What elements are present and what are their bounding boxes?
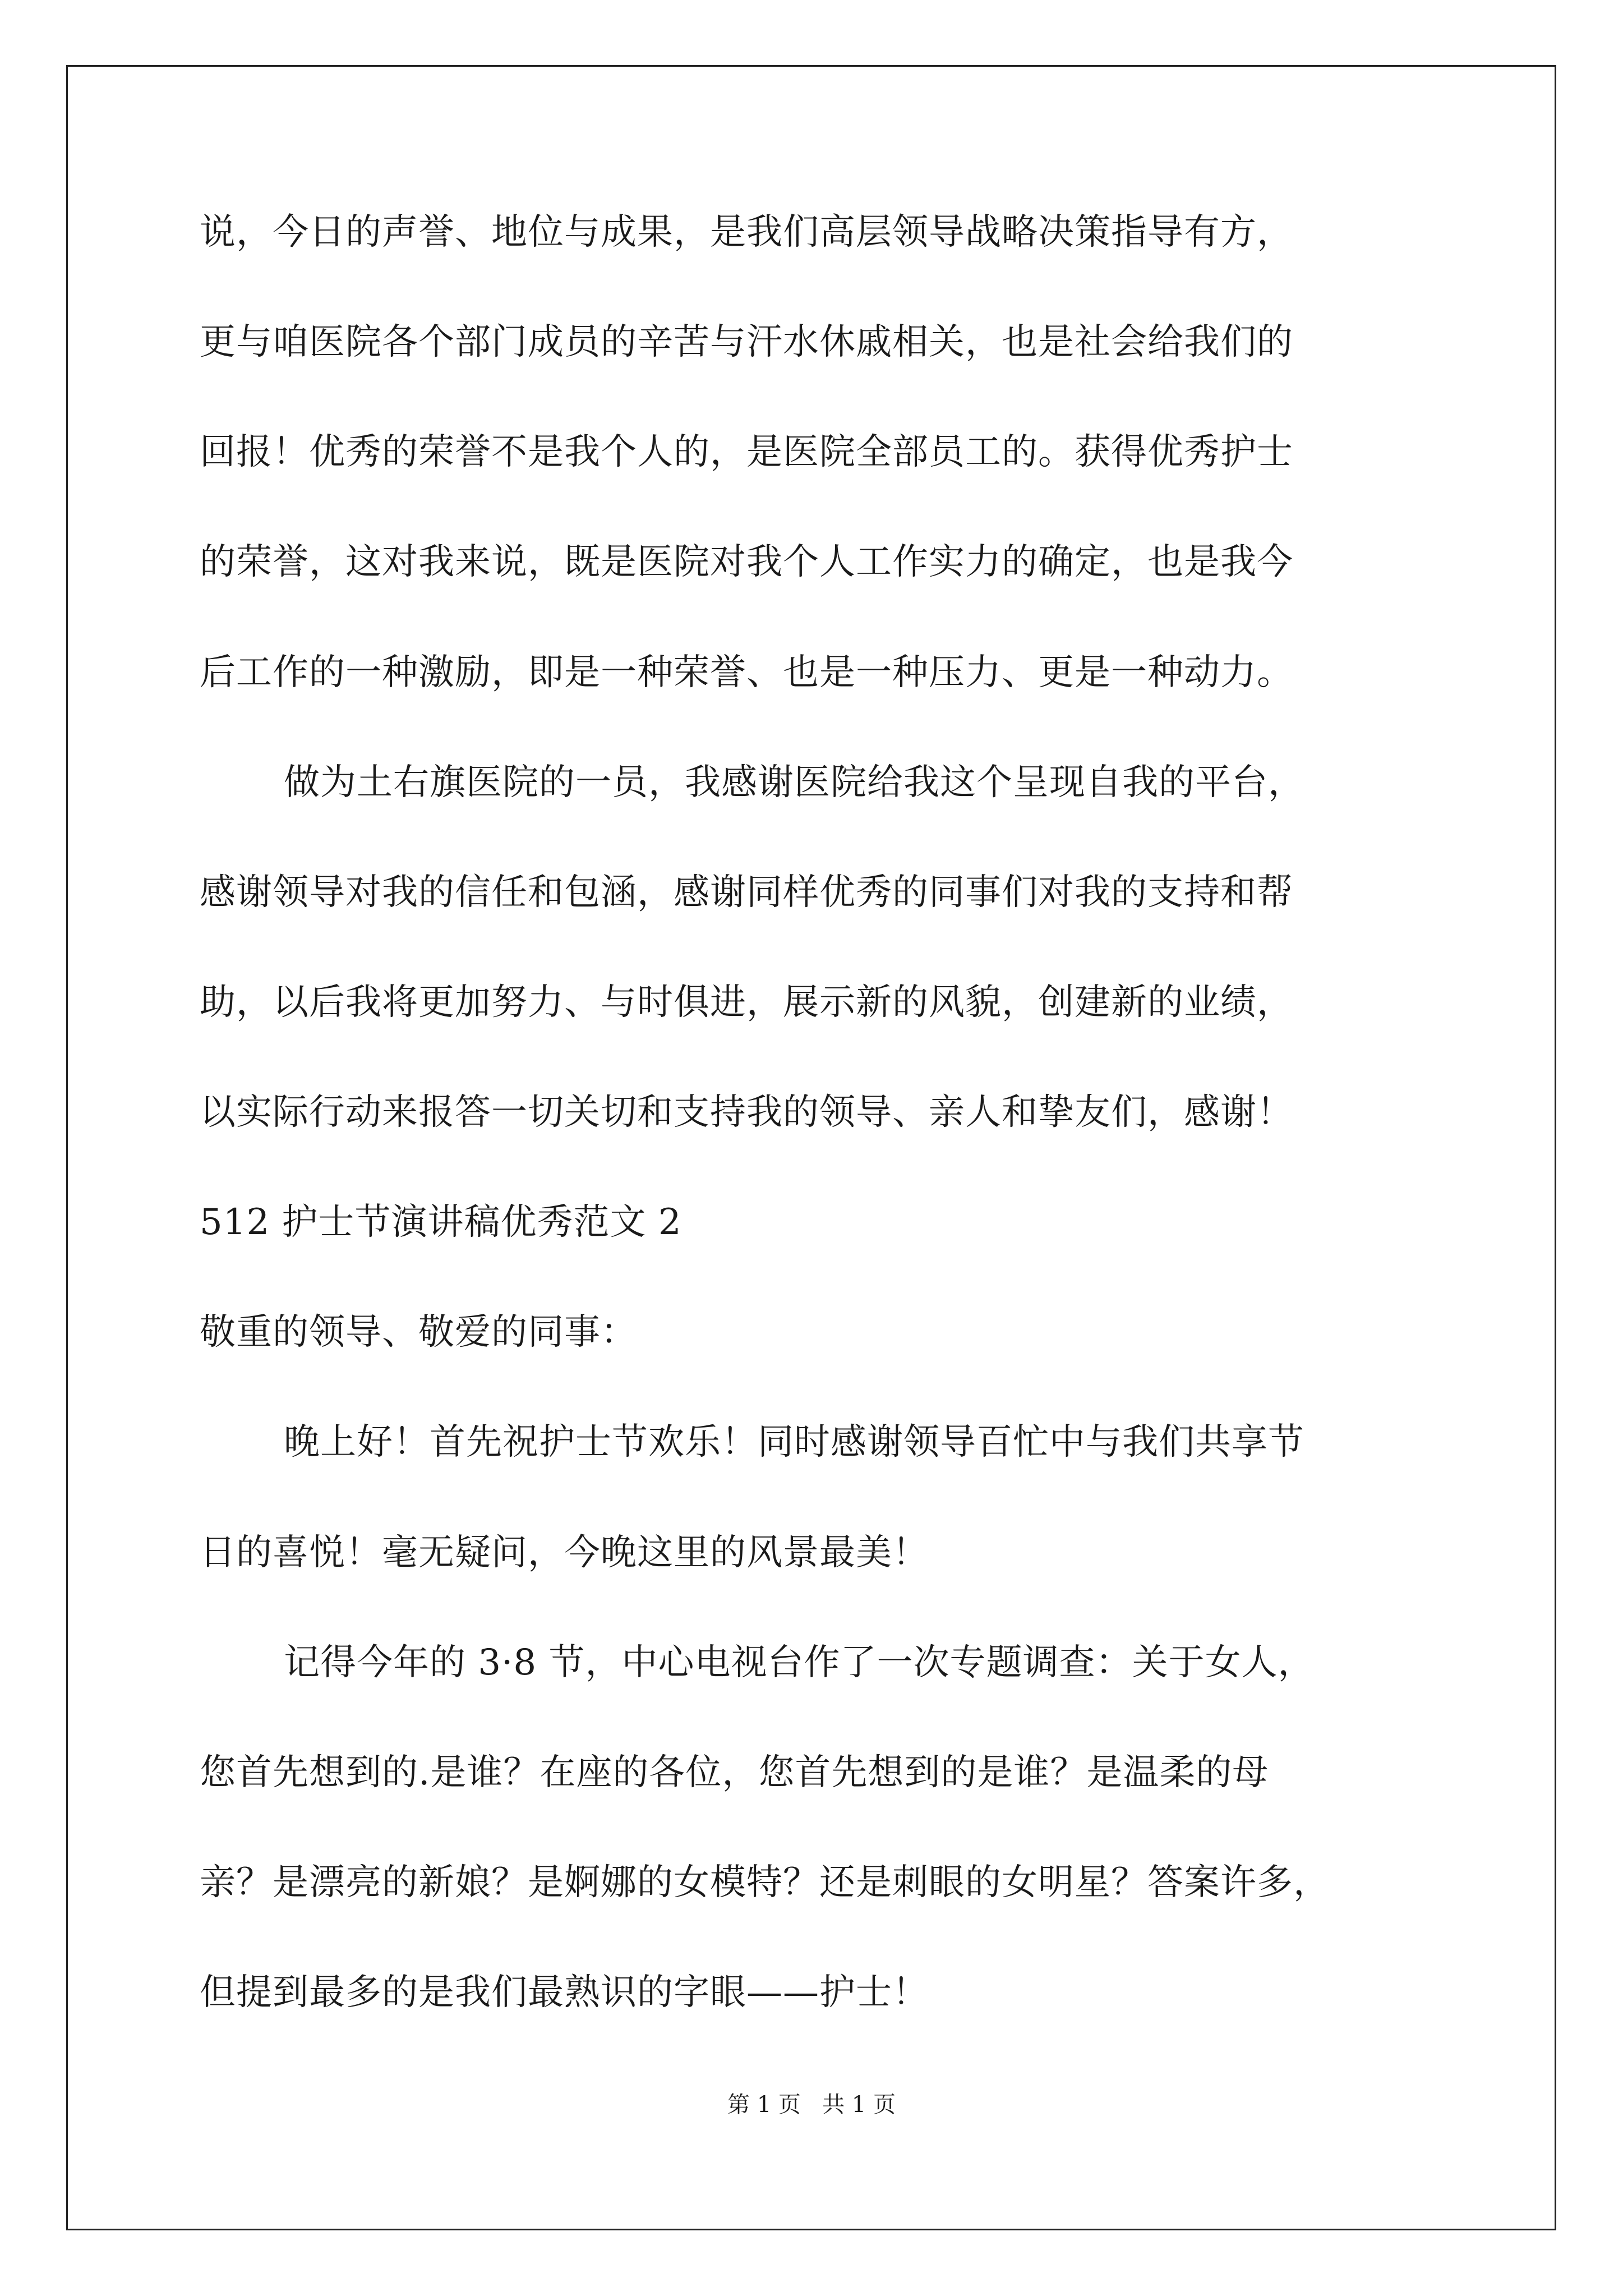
- body-line: 助，以后我将更加努力、与时俱进，展示新的风貌，创建新的业绩，: [200, 982, 1293, 1023]
- body-line: 说，今日的声誉、地位与成果，是我们高层领导战略决策指导有方，: [200, 211, 1293, 253]
- page-footer: 第 1 页 共 1 页: [727, 2092, 896, 2118]
- body-line: 感谢领导对我的信任和包涵，感谢同样优秀的同事们对我的支持和帮: [200, 872, 1293, 913]
- body-line: 后工作的一种激励，即是一种荣誉、也是一种压力、更是一种动力。: [200, 652, 1293, 693]
- body-line: 的荣誉，这对我来说，既是医院对我个人工作实力的确定，也是我今: [200, 541, 1293, 583]
- body-line: 更与咱医院各个部门成员的辛苦与汗水休戚相关，也是社会给我们的: [200, 321, 1293, 363]
- body-line: 您首先想到的.是谁？在座的各位，您首先想到的是谁？是温柔的母: [200, 1752, 1269, 1793]
- salutation: 敬重的领导、敬爱的同事：: [200, 1312, 637, 1353]
- section-heading: 512 护士节演讲稿优秀范文 2: [200, 1202, 682, 1243]
- page-border: [66, 65, 1556, 2230]
- body-line: 回报！优秀的荣誉不是我个人的，是医院全部员工的。获得优秀护士: [200, 431, 1293, 473]
- body-line: 日的喜悦！毫无疑问，今晚这里的风景最美！: [200, 1532, 929, 1573]
- body-line: 以实际行动来报答一切关切和支持我的领导、亲人和挚友们，感谢！: [200, 1092, 1293, 1133]
- body-line: 亲？是漂亮的新娘？是婀娜的女模特？还是刺眼的女明星？答案许多，: [200, 1862, 1330, 1903]
- body-line: 做为土右旗医院的一员，我感谢医院给我这个呈现自我的平台，: [284, 762, 1304, 803]
- body-line: 晚上好！首先祝护士节欢乐！同时感谢领导百忙中与我们共享节: [284, 1421, 1304, 1463]
- body-line: 记得今年的 3·8 节，中心电视台作了一次专题调查：关于女人，: [284, 1642, 1315, 1683]
- body-line: 但提到最多的是我们最熟识的字眼——护士！: [200, 1972, 929, 2013]
